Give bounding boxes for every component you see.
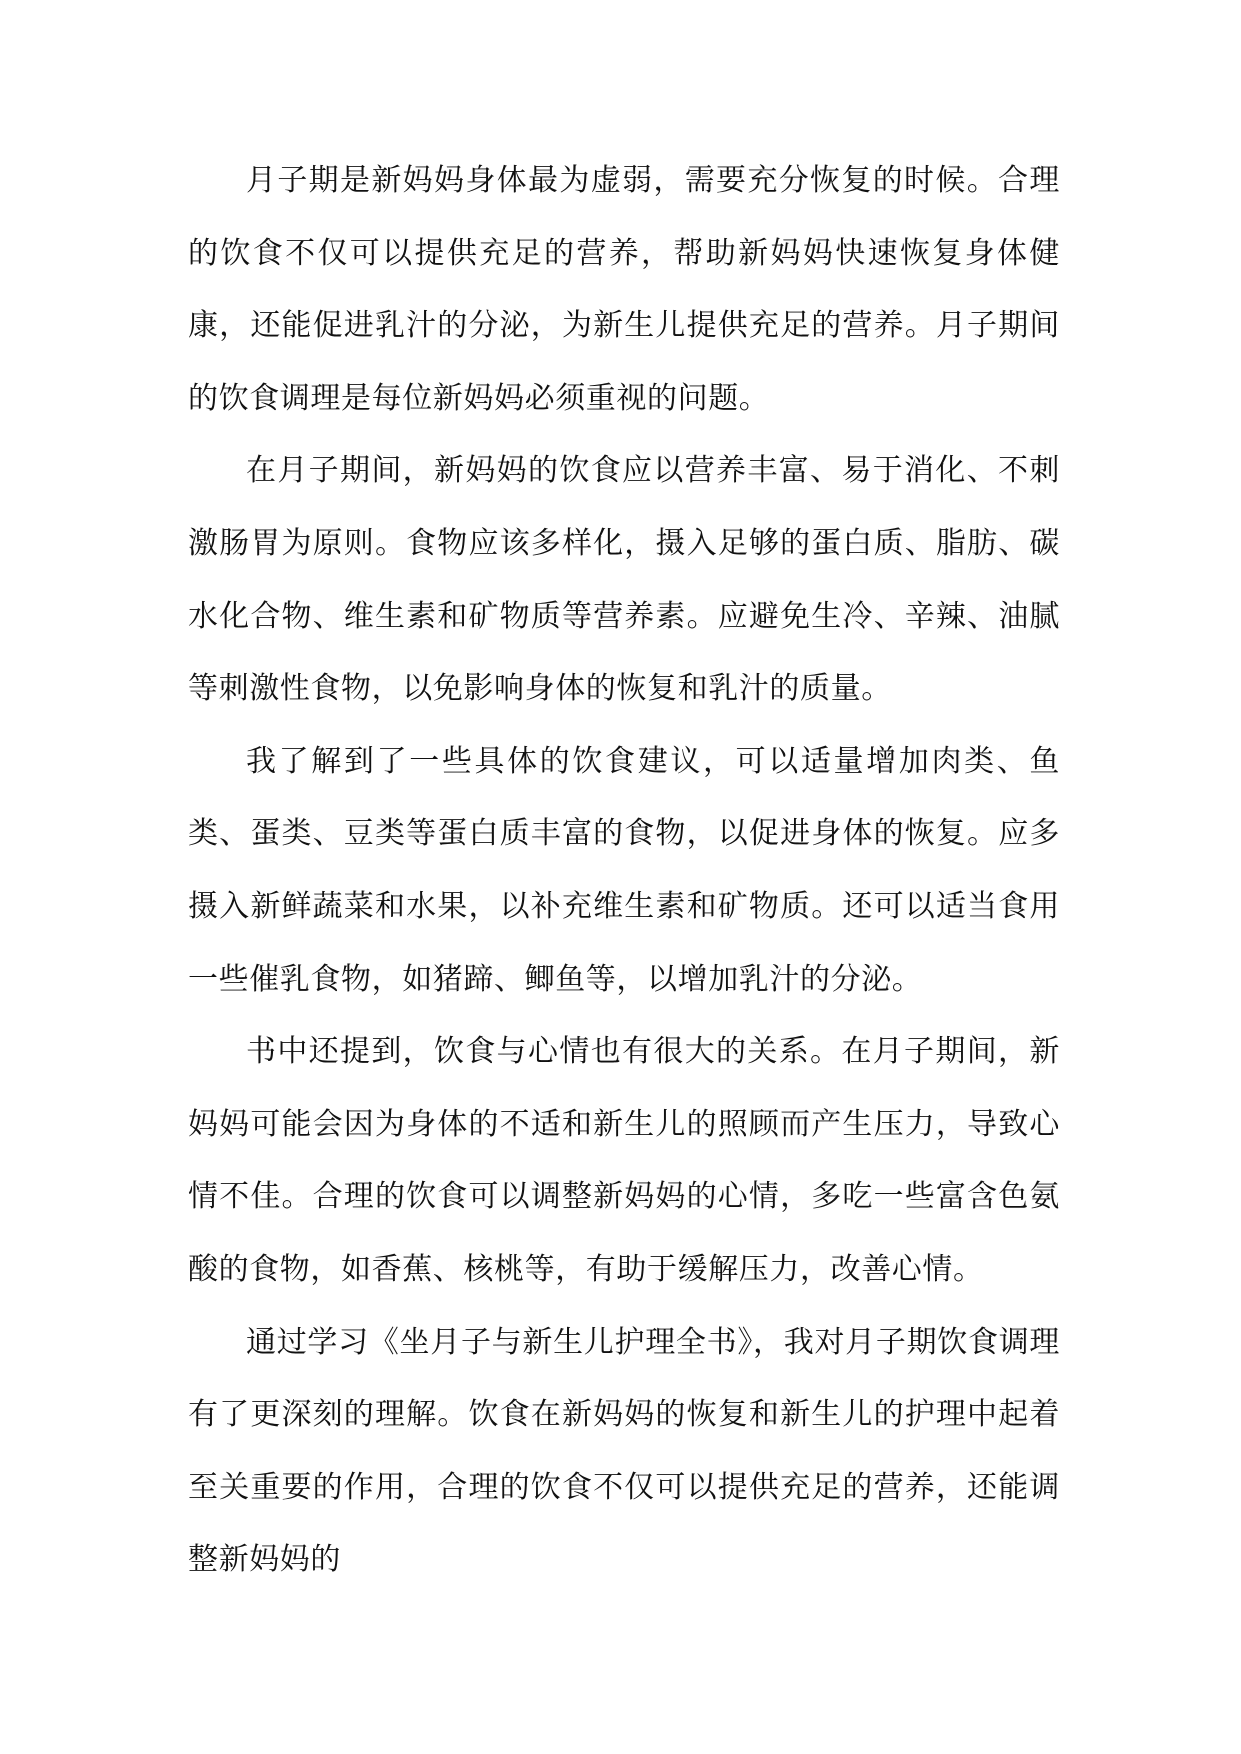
document-body: [188, 145, 1060, 1597]
paragraph: 通过学习《坐月子与新生儿护理全书》，我对月子期饮食调理有了更深刻的理解。饮食在新妈妈的恢复和新生儿的护理中起着至关重要的作用，合理的饮食不仅可以提供充足的营养，还能调整新妈妈的: [188, 1324, 1060, 1578]
paragraph: 月子期是新妈妈身体最为虚弱，需要充分恢复的时候。合理的饮食不仅可以提供充足的营养，帮助新妈妈快速恢复身体健康，还能促进乳汁的分泌，为新生儿提供充足的营养。月子期间的饮食调理是每位新妈妈必须重视的问题。: [188, 163, 1060, 416]
paragraph: 书中还提到，饮食与心情也有很大的关系。在月子期间，新妈妈可能会因为身体的不适和新生儿的照顾而产生压力，导致心情不佳。合理的饮食可以调整新妈妈的心情，多吃一些富含色氨酸的食物，如香蕉、核桃等，有助于缓解压力，改善心情。: [188, 1034, 1060, 1287]
paragraph: 我了解到了一些具体的饮食建议，可以适量增加肉类、鱼类、蛋类、豆类等蛋白质丰富的食物，以促进身体的恢复。应多摄入新鲜蔬菜和水果，以补充维生素和矿物质。还可以适当食用一些催乳食物，如猪蹄、鲫鱼等，以增加乳汁的分泌。: [188, 743, 1060, 997]
paragraph: 在月子期间，新妈妈的饮食应以营养丰富、易于消化、不刺激肠胃为原则。食物应该多样化，摄入足够的蛋白质、脂肪、碳水化合物、维生素和矿物质等营养素。应避免生冷、辛辣、油腻等刺激性食物，以免影响身体的恢复和乳汁的质量。: [188, 453, 1060, 707]
